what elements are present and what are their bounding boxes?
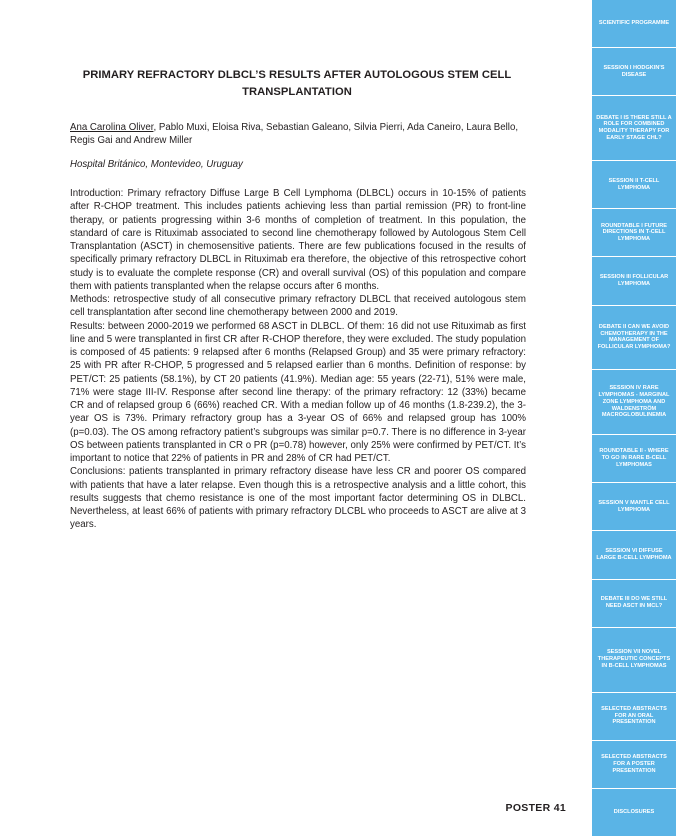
co-authors: , Pablo Muxi, Eloisa Riva, Sebastian Galeano, Silvia Pierri, Ada Caneiro, Laura Bello, Regis Gai and Andrew Miller [70, 122, 519, 146]
sidebar-item-roundtable-1[interactable]: ROUNDTABLE I FUTURE DIRECTIONS IN T-CELL LYMPHOMA [592, 209, 676, 257]
methods-paragraph: Methods: retrospective study of all consecutive primary refractory DLBCL that received autologous stem cell transplantation after second line chemotherapy between 2000 and 2019. [70, 294, 526, 319]
sidebar-item-session-2[interactable]: SESSION II T-CELL LYMPHOMA [592, 161, 676, 209]
sidebar-item-debate-1[interactable]: DEBATE I IS THERE STILL A ROLE FOR COMBINED MODALITY THERAPY FOR EARLY STAGE CHL? [592, 96, 676, 161]
poster-number: POSTER 41 [505, 802, 566, 814]
sidebar-item-session-6[interactable]: SESSION VI DIFFUSE LARGE B-CELL LYMPHOMA [592, 531, 676, 579]
sidebar-item-session-3[interactable]: SESSION III FOLLICULAR LYMPHOMA [592, 257, 676, 305]
author-list [70, 121, 526, 147]
first-author: Ana Carolina Oliver [70, 122, 154, 133]
sidebar-item-session-4[interactable]: SESSION IV RARE LYMPHOMAS - MARGINAL ZONE LYMPHOMA AND WALDENSTRÖM MACROGLOBULINEMIA [592, 370, 676, 435]
abstract-body [70, 187, 526, 532]
sidebar-item-session-1[interactable]: SESSION I HODGKIN'S DISEASE [592, 48, 676, 96]
conclusions-paragraph: Conclusions: patients transplanted in primary refractory disease have less CR and poorer OS compared with patients that have a later relapse. Even though this is a retrospective analysis and a little cohort, this results suggests that chemo resistance is one of the most important factor determining OS in DLBCL. Nevertheless, at least 66% of patients with primary refractory DLCBL who proceeds to ASCT are alive at 3 years. [70, 466, 526, 531]
article-title: PRIMARY REFRACTORY DLBCL’S RESULTS AFTER AUTOLOGOUS STEM CELL TRANSPLANTATION [82, 69, 512, 98]
sidebar-item-roundtable-2[interactable]: ROUNDTABLE II - WHERE TO GO IN RARE B-CELL LYMPHOMAS [592, 435, 676, 483]
results-paragraph: Results: between 2000-2019 we performed 68 ASCT in DLBCL. Of them: 16 did not use Rituximab as first line and 5 were transplanted in first CR after R-CHOP therefore, they were excluded. The study population is composed of 45 patients: 9 relapsed after 6 months (Relapsed Group) and 35 were primary refractory: 25 with PR after R-CHOP, 5 progressed and 5 relapsed earlier than 6 months. Definition of response: by PET/CT: 25 patients (58.1%), by CT 20 patients (41.9%). Median age: 55 years (22-71), 51% were male, 71% were stage III-IV. Response after second line therapy: of the primary refractory: 12 (33%) became CR and of relapsed group 6 (66%) reached CR. With a median follow up of 46 months (1.8-239.2), the 3-year OS is 73%. Primary refractory group has a 3-year OS of 66% and relapsed group has 100% (p=0.03). The OS among refractory patient’s subgroups was similar p=0.7. There is no difference in 3-year OS between patients transplanted in CR o PR (p=0.78) however, only 25% were confirmed by PET/CT. It’s important to notice that 22% of patients in PR and 28% of CR had PET/CT. [70, 320, 526, 464]
introduction-paragraph: Introduction: Primary refractory Diffuse Large B Cell Lymphoma (DLBCL) occurs in 10-15% of patients after R-CHOP treatment. This includes patients achieving less than partial remission (PR) to front-line therapy, or patients progressing within 3-6 months of completion of treatment. In this population, the standard of care is Rituximab associated to second line chemotherapy followed by Autologous Stem Cell Transplantation (ASCT) in chemosensitive patients. There are few publications focused in the results of specifically primary refractory DLBCL in Rituximab era therefore, the objective of this retrospective cohort study is to evaluate the complete response (CR) and overall survival (OS) of this population and compare them with patients transplanted when the relapse occurs after 6 months. [70, 188, 526, 292]
sidebar-item-session-7[interactable]: SESSION VII NOVEL THERAPEUTIC CONCEPTS IN B-CELL LYMPHOMAS [592, 628, 676, 693]
affiliation: Hospital Británico, Montevideo, Uruguay [70, 159, 243, 170]
sidebar-item-poster-abstracts[interactable]: SELECTED ABSTRACTS FOR A POSTER PRESENTATION [592, 741, 676, 789]
sidebar-item-oral-abstracts[interactable]: SELECTED ABSTRACTS FOR AN ORAL PRESENTATION [592, 693, 676, 741]
sidebar-item-disclosures[interactable]: DISCLOSURES [613, 809, 655, 816]
sidebar-item-debate-2[interactable]: DEBATE II CAN WE AVOID CHEMOTHERAPY IN THE MANAGEMENT OF FOLLICULAR LYMPHOMA? [592, 306, 676, 371]
sidebar-item-session-5[interactable]: SESSION V MANTLE CELL LYMPHOMA [592, 483, 676, 531]
sidebar-item-debate-3[interactable]: DEBATE III DO WE STILL NEED ASCT IN MCL? [592, 580, 676, 628]
section-sidebar [592, 0, 676, 836]
sidebar-item-scientific-programme[interactable]: SCIENTIFIC PROGRAMME [592, 0, 676, 48]
